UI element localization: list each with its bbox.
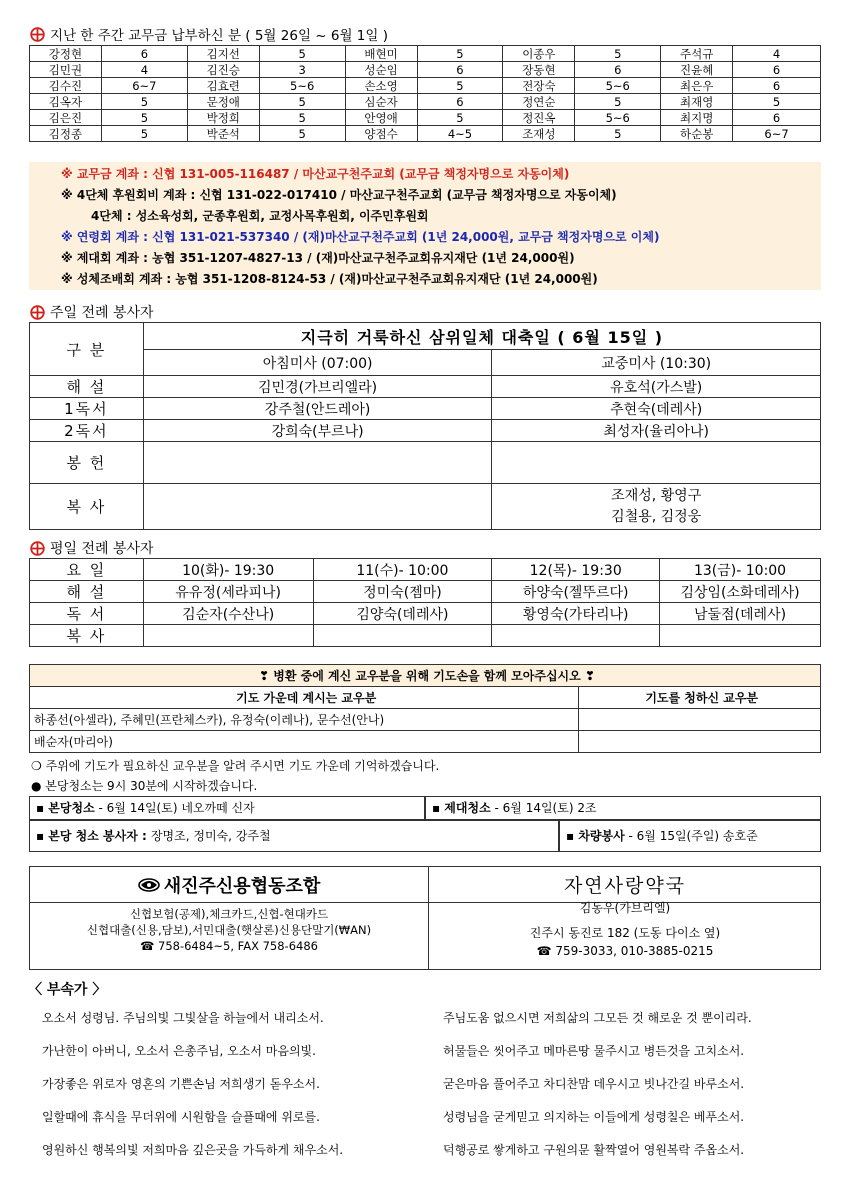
donor-months: 5: [101, 126, 187, 142]
donor-name: 김정종: [30, 126, 102, 142]
donor-row: [30, 62, 821, 78]
donor-row: [30, 78, 821, 94]
hymn-line: 영원하신 행복의빛 저희마음 깊은곳을 가득하게 채우소서.: [42, 1143, 344, 1157]
server-cell: 추현숙(데레사): [492, 398, 821, 420]
cross-circle-icon: [30, 27, 45, 42]
donor-months: 5: [575, 126, 661, 142]
prayer-banner: ❣ 병환 중에 계신 교우분을 위해 기도손을 함께 모아주십시오 ❣: [30, 665, 821, 687]
donor-months: 6: [733, 62, 821, 78]
role-label: 1독서: [30, 398, 144, 420]
donor-months: 5: [259, 110, 345, 126]
donor-name: 손소영: [345, 78, 417, 94]
donor-name: 강정현: [30, 46, 102, 62]
server-cell: 김양숙(데레사): [313, 603, 492, 625]
pharmacy-owner: 김동우(가브리엘): [579, 901, 671, 915]
cleaning-box: ▪ 차량봉사 - 6월 15일(주일) 송호준: [559, 820, 821, 852]
donor-months: 4: [101, 62, 187, 78]
donor-months: 5: [733, 94, 821, 110]
hymn-line: 허물들은 씻어주고 메마른땅 물주시고 병든것을 고치소서.: [443, 1044, 745, 1058]
hymn-title: 〈 부속가 〉: [28, 982, 107, 998]
donor-months: 5: [417, 110, 503, 126]
server-cell: 김민경(가브리엘라): [143, 376, 492, 398]
donor-months: 5: [259, 126, 345, 142]
role-label: 2독서: [30, 420, 144, 442]
donor-months: 5: [101, 94, 187, 110]
feast-title: 지극히 거룩하신 삼위일체 대축일 ( 6월 15일 ): [143, 323, 820, 350]
server-cell: 최성자(율리아나): [492, 420, 821, 442]
donor-name: 김지선: [187, 46, 259, 62]
server-line: 조재성, 황영구: [611, 487, 702, 504]
donor-name: 김옥자: [30, 94, 102, 110]
hymn-line: 굳은마음 풀어주고 차디찬맘 데우시고 빗나간길 바루소서.: [443, 1077, 745, 1091]
prayer-col-header: 기도 가운데 계시는 교우분: [30, 687, 579, 709]
donor-name: 장동현: [503, 62, 575, 78]
donor-months: 6: [417, 94, 503, 110]
donor-months: 4: [733, 46, 821, 62]
day-header-label: 요 일: [30, 559, 144, 581]
donor-row: [30, 46, 821, 62]
server-cell: 하양숙(젤뚜르다): [492, 581, 660, 603]
weekday-servers-table: [29, 558, 821, 647]
donor-name: 주석규: [661, 46, 733, 62]
prayer-table: [29, 664, 821, 753]
server-cell: 강주철(안드레아): [143, 398, 492, 420]
donor-months: 6: [575, 62, 661, 78]
donor-name: 심순자: [345, 94, 417, 110]
donor-name: 김수진: [30, 78, 102, 94]
donor-name: 최지명: [661, 110, 733, 126]
credit-union-name: 새진주신용협동조합: [163, 875, 321, 897]
server-cell: [492, 625, 660, 647]
donor-name: 정연순: [503, 94, 575, 110]
donor-months: 6: [733, 78, 821, 94]
donor-months: 5: [101, 110, 187, 126]
server-cell: [143, 625, 313, 647]
donor-name: 안영애: [345, 110, 417, 126]
sunday-servers-table: [29, 322, 821, 530]
server-cell: 유유정(세라피나): [143, 581, 313, 603]
pharmacy-name: 자연사랑약국: [563, 875, 687, 897]
notice-line: ※ 4단체 후원회비 계좌 : 신협 131-022-017410 / 마산교구천주교회 (교무금 책정자명으로 자동이체): [61, 188, 617, 202]
mass-main-header: 교중미사 (10:30): [492, 350, 821, 376]
hymn-line: 가장좋은 위로자 영혼의 기쁜손님 저희생기 돋우소서.: [42, 1077, 320, 1091]
server-cell: [660, 625, 821, 647]
notice-line: ※ 연령회 계좌 : 신협 131-021-537340 / (재)마산교구천주교회 (1년 24,000원, 교무금 책정자명으로 이체): [61, 230, 660, 244]
donor-months: 6: [417, 62, 503, 78]
hymn-line: 가난한이 아버니, 오소서 은총주님, 오소서 마음의빛.: [42, 1044, 316, 1058]
donor-name: 최은우: [661, 78, 733, 94]
donor-name: 하순봉: [661, 126, 733, 142]
ads-box: [29, 866, 821, 970]
donor-months: 5: [417, 46, 503, 62]
cross-circle-icon: [30, 305, 45, 320]
hymn-line: 오소서 성령님. 주님의빛 그빛살을 하늘에서 내리소서.: [42, 1011, 324, 1025]
donor-months: 6: [733, 110, 821, 126]
donor-name: 김은진: [30, 110, 102, 126]
donor-name: 조재성: [503, 126, 575, 142]
pharmacy-info: 진주시 동진로 182 (도동 다이소 옆) ☎ 759-3033, 010-3885-0215: [529, 926, 721, 958]
day-header: 11(수)- 10:00: [313, 559, 492, 581]
donor-name: 문정애: [187, 94, 259, 110]
donor-name: 박정희: [187, 110, 259, 126]
cleaning-box: ▪ 본당 청소 봉사자 : 장명조, 정미숙, 강주철: [29, 820, 559, 852]
hymn-line: 주님도움 없으시면 저희삶의 그모든 것 해로운 것 뿐이리라.: [443, 1011, 752, 1025]
sunday-title: 주일 전례 봉사자: [30, 302, 154, 322]
prayer-row: 배순자(마리아): [30, 731, 579, 753]
category-header: 구 분: [30, 323, 144, 376]
notice-line: 4단체 : 성소육성회, 군종후원회, 교정사목후원회, 이주민후원회: [91, 209, 429, 223]
donor-row: [30, 110, 821, 126]
donor-name: 진윤혜: [661, 62, 733, 78]
hymn-line: 성령님을 굳게믿고 의지하는 이들에게 성령칠은 베푸소서.: [443, 1110, 745, 1124]
prayer-row: [579, 731, 821, 753]
mass-morning-header: 아침미사 (07:00): [143, 350, 492, 376]
server-cell: 황영숙(가타리나): [492, 603, 660, 625]
donor-row: [30, 126, 821, 142]
prayer-row: [579, 709, 821, 731]
notice-line: ※ 성체조배회 계좌 : 농협 351-1208-8124-53 / (재)마산교구천주교회유지재단 (1년 24,000원): [61, 272, 598, 286]
donor-name: 배현미: [345, 46, 417, 62]
donor-months: 5~6: [259, 78, 345, 94]
donor-months: 3: [259, 62, 345, 78]
role-label: 독 서: [30, 603, 144, 625]
donor-name: 전장숙: [503, 78, 575, 94]
credit-union-header: [30, 867, 428, 902]
donor-name: 정진옥: [503, 110, 575, 126]
donor-months: 5~6: [575, 110, 661, 126]
server-cell: [492, 484, 821, 530]
credit-union-info: 신협보험(공제),체크카드,신협-현대카드 신협대출(신용,담보),서민대출(햇살론)신용단말기(₩AN) ☎ 758-6484~5, FAX 758-6486: [86, 907, 372, 953]
day-header: 13(금)- 10:00: [660, 559, 821, 581]
role-label: 복 사: [30, 484, 144, 530]
donations-table: [29, 45, 821, 142]
donor-name: 양점수: [345, 126, 417, 142]
server-cell: 남둘점(데레사): [660, 603, 821, 625]
donor-name: 이종우: [503, 46, 575, 62]
donor-months: 5~6: [575, 78, 661, 94]
server-cell: [313, 625, 492, 647]
donor-name: 성순임: [345, 62, 417, 78]
server-cell: [143, 484, 492, 530]
day-header: 10(화)- 19:30: [143, 559, 313, 581]
donor-months: 5: [259, 46, 345, 62]
server-cell: [143, 442, 492, 484]
cleaning-note: ● 본당청소는 9시 30분에 시작하겠습니다.: [31, 779, 258, 793]
server-cell: 정미숙(젬마): [313, 581, 492, 603]
donor-months: 5: [575, 94, 661, 110]
donor-months: 6~7: [101, 78, 187, 94]
donor-months: 5: [417, 78, 503, 94]
server-cell: 김순자(수산나): [143, 603, 313, 625]
notice-line: ※ 제대회 계좌 : 농협 351-1207-4827-13 / (재)마산교구천주교회유지재단 (1년 24,000원): [61, 251, 575, 265]
server-line: 김철용, 김정웅: [611, 508, 702, 525]
credit-union-logo-icon: [138, 878, 160, 892]
prayer-col-header: 기도를 청하신 교우분: [579, 687, 821, 709]
donor-name: 김진승: [187, 62, 259, 78]
cleaning-box: ▪ 제대청소 - 6월 14일(토) 2조: [425, 796, 821, 820]
cross-circle-icon: [30, 541, 45, 556]
server-cell: [492, 442, 821, 484]
donor-months: 5: [259, 94, 345, 110]
donor-name: 김민권: [30, 62, 102, 78]
prayer-note: ❍ 주위에 기도가 필요하신 교우분을 알려 주시면 기도 가운데 기억하겠습니다.: [31, 759, 440, 773]
server-cell: 유호석(가스발): [492, 376, 821, 398]
donor-months: 6: [101, 46, 187, 62]
role-label: 봉 헌: [30, 442, 144, 484]
hymn-line: 일할때에 휴식을 무더위에 시원함을 슬플때에 위로를.: [42, 1110, 320, 1124]
role-label: 해 설: [30, 581, 144, 603]
server-cell: 김상임(소화데레사): [660, 581, 821, 603]
weekday-title: 평일 전례 봉사자: [30, 538, 154, 558]
donor-months: 5: [575, 46, 661, 62]
donor-months: 6~7: [733, 126, 821, 142]
donor-name: 최재영: [661, 94, 733, 110]
role-label: 복 사: [30, 625, 144, 647]
pharmacy-header: [429, 867, 821, 902]
prayer-row: 하종선(아셀라), 주혜민(프란체스카), 유정숙(이레나), 문수선(안나): [30, 709, 579, 731]
day-header: 12(목)- 19:30: [492, 559, 660, 581]
donor-months: 4~5: [417, 126, 503, 142]
cleaning-box: ▪ 본당청소 - 6월 14일(토) 네오까떼 신자: [29, 796, 425, 820]
server-cell: 강희숙(부르나): [143, 420, 492, 442]
hymn-line: 덕행공로 쌓게하고 구원의문 활짝열어 영원복락 주옵소서.: [443, 1143, 745, 1157]
donor-name: 김효련: [187, 78, 259, 94]
role-label: 해 설: [30, 376, 144, 398]
notice-line: ※ 교무금 계좌 : 신협 131-005-116487 / 마산교구천주교회 (교무금 책정자명으로 자동이체): [61, 167, 570, 181]
account-notice: [29, 162, 821, 290]
donor-row: [30, 94, 821, 110]
donor-name: 박준석: [187, 126, 259, 142]
donations-title: 지난 한 주간 교무금 납부하신 분 ( 5월 26일 ~ 6월 1일 ): [30, 24, 388, 44]
